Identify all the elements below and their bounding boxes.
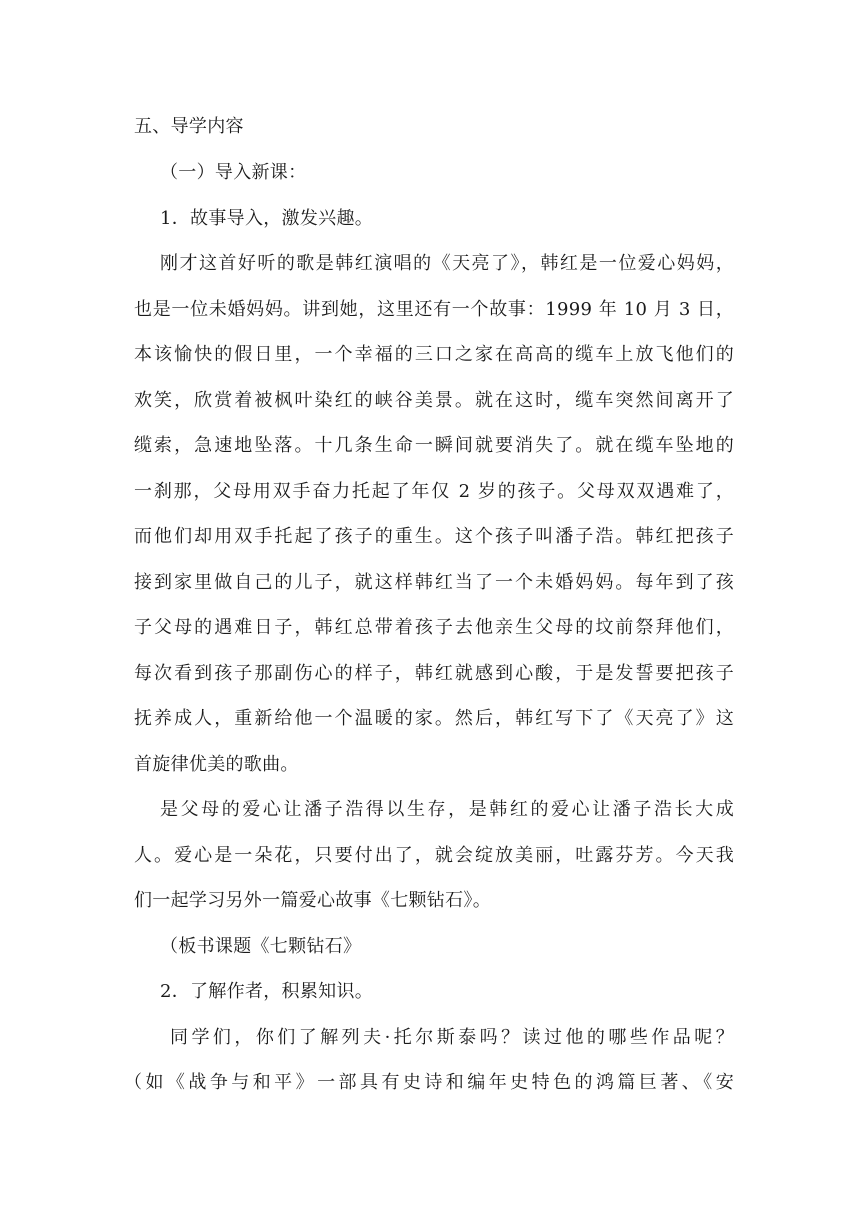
paragraph-line: 同学们，你们了解列夫·托尔斯泰吗？读过他的哪些作品呢？	[170, 1027, 734, 1048]
paragraph-line: 本该愉快的假日里，一个幸福的三口之家在高高的缆车上放飞他们的	[134, 344, 734, 365]
paragraph-line: 抚养成人，重新给他一个温暖的家。然后，韩红写下了《天亮了》这	[134, 708, 734, 729]
paragraph-line: 缆索，急速地坠落。十几条生命一瞬间就要消失了。就在缆车坠地的	[134, 435, 734, 456]
paragraph-line: 也是一位未婚妈妈。讲到她，这里还有一个故事：1999 年 10 月 3 日，	[134, 299, 734, 320]
paragraph-line: 而他们却用双手托起了孩子的重生。这个孩子叫潘子浩。韩红把孩子	[134, 526, 734, 547]
subsection-heading: （一）导入新课：	[160, 162, 307, 183]
paragraph-line: 们一起学习另外一篇爱心故事《七颗钻石》。	[134, 890, 491, 911]
item-2-heading: 2．了解作者，积累知识。	[160, 981, 374, 1002]
paragraph-line: 欢笑，欣赏着被枫叶染红的峡谷美景。就在这时，缆车突然间离开了	[134, 390, 734, 411]
paragraph-line: 刚才这首好听的歌是韩红演唱的《天亮了》，韩红是一位爱心妈妈，	[160, 253, 734, 274]
paragraph-line: 每次看到孩子那副伤心的样子，韩红就感到心酸，于是发誓要把孩子	[134, 663, 734, 684]
paragraph-line: 是父母的爱心让潘子浩得以生存，是韩红的爱心让潘子浩长大成	[160, 799, 734, 820]
board-note: （板书课题《七颗钻石》	[160, 936, 362, 957]
section-heading: 五、导学内容	[134, 116, 244, 137]
paragraph-line: 一刹那，父母用双手奋力托起了年仅 2 岁的孩子。父母双双遇难了，	[134, 481, 734, 502]
paragraph-line: 接到家里做自己的儿子，就这样韩红当了一个未婚妈妈。每年到了孩	[134, 572, 734, 593]
paragraph-line: 人。爱心是一朵花，只要付出了，就会绽放美丽，吐露芬芳。今天我	[134, 845, 734, 866]
paragraph-line: 子父母的遇难日子，韩红总带着孩子去他亲生父母的坟前祭拜他们，	[134, 617, 734, 638]
item-1-heading: 1．故事导入，激发兴趣。	[160, 208, 374, 229]
paragraph-line: 首旋律优美的歌曲。	[134, 754, 299, 775]
paragraph-line: （如《战争与和平》一部具有史诗和编年史特色的鸿篇巨著、《安	[124, 1072, 734, 1093]
